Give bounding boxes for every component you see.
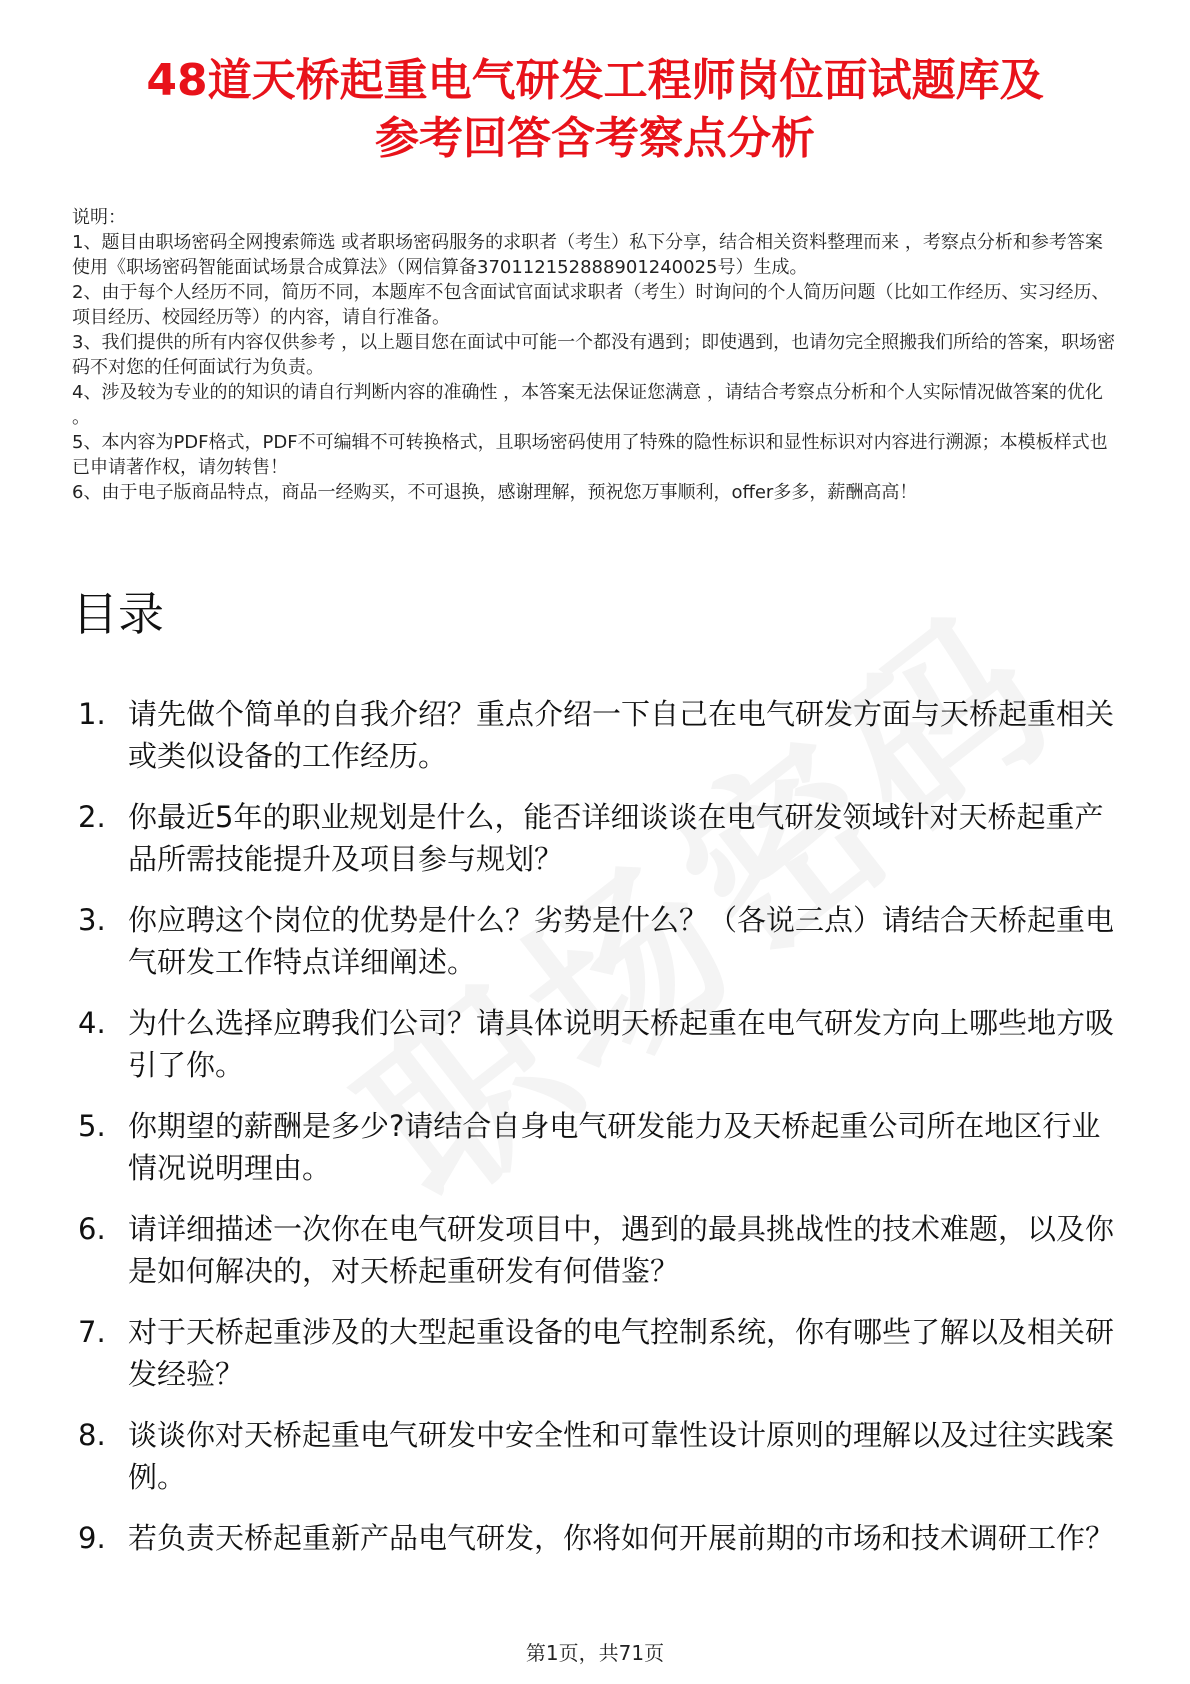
toc-item-text: 你最近5年的职业规划是什么，能否详细谈谈在电气研发领域针对天桥起重产品所需技能提升及项目参与规划？ <box>128 800 1104 876</box>
toc-item[interactable] <box>78 1105 1128 1189</box>
toc-item[interactable] <box>78 1517 1128 1601</box>
note-item: 2、由于每个人经历不同，简历不同，本题库不包含面试官面试求职者（考生）时询问的个人简历问题（比如工作经历、实习经历、项目经历、校园经历等）的内容，请自行准备。 <box>72 282 1110 328</box>
toc-item-text: 你应聘这个岗位的优势是什么？劣势是什么？（各说三点）请结合天桥起重电气研发工作特点详细阐述。 <box>128 903 1115 979</box>
toc-item-text: 请详细描述一次你在电气研发项目中，遇到的最具挑战性的技术难题，以及你是如何解决的，对天桥起重研发有何借鉴？ <box>128 1212 1115 1288</box>
disclaimer-notes <box>72 205 1117 505</box>
toc-item-text: 为什么选择应聘我们公司？请具体说明天桥起重在电气研发方向上哪些地方吸引了你。 <box>128 1006 1115 1082</box>
toc-item-number: 4. <box>78 1006 106 1040</box>
toc-item-text: 你期望的薪酬是多少?请结合自身电气研发能力及天桥起重公司所在地区行业情况说明理由。 <box>128 1109 1101 1185</box>
toc-item-number: 2. <box>78 800 106 834</box>
toc-item-text: 请先做个简单的自我介绍？重点介绍一下自己在电气研发方面与天桥起重相关或类似设备的工作经历。 <box>128 697 1115 773</box>
title-line-2: 参考回答含考察点分析 <box>375 113 815 164</box>
toc-heading: 目录 <box>72 587 164 641</box>
toc-item-number: 3. <box>78 903 106 937</box>
table-of-contents <box>78 693 1128 1620</box>
toc-item-number: 9. <box>78 1521 106 1555</box>
toc-item[interactable] <box>78 1414 1128 1498</box>
toc-item[interactable] <box>78 693 1128 777</box>
toc-item-number: 6. <box>78 1212 106 1246</box>
toc-item-text: 若负责天桥起重新产品电气研发，你将如何开展前期的市场和技术调研工作？ <box>128 1521 1115 1555</box>
notes-heading: 说明： <box>72 207 126 228</box>
toc-item-text: 谈谈你对天桥起重电气研发中安全性和可靠性设计原则的理解以及过往实践案例。 <box>128 1418 1115 1494</box>
toc-item-text: 对于天桥起重涉及的大型起重设备的电气控制系统，你有哪些了解以及相关研发经验？ <box>128 1315 1115 1391</box>
toc-item[interactable] <box>78 1311 1128 1395</box>
toc-item-number: 8. <box>78 1418 106 1452</box>
note-item: 1、题目由职场密码全网搜索筛选 或者职场密码服务的求职者（考生）私下分享，结合相关资料整理而来 ，考察点分析和参考答案使用《职场密码智能面试场景合成算法》（网信算备370112152888901240025号）生成。 <box>72 232 1103 278</box>
toc-item[interactable] <box>78 1208 1128 1292</box>
toc-item[interactable] <box>78 899 1128 983</box>
toc-item-number: 1. <box>78 697 106 731</box>
note-item: 5、本内容为PDF格式，PDF不可编辑不可转换格式，且职场密码使用了特殊的隐性标识和显性标识对内容进行溯源；本模板样式也已申请著作权，请勿转售！ <box>72 432 1108 478</box>
toc-item[interactable] <box>78 1002 1128 1086</box>
title-line-1: 48道天桥起重电气研发工程师岗位面试题库及 <box>146 55 1044 106</box>
note-item: 4、涉及较为专业的的知识的请自行判断内容的准确性 ，本答案无法保证您满意 ，请结合考察点分析和个人实际情况做答案的优化 。 <box>72 382 1103 428</box>
page-footer: 第1页，共71页 <box>525 1641 665 1665</box>
note-item: 6、由于电子版商品特点，商品一经购买，不可退换，感谢理解，预祝您万事顺利，offer多多，薪酬高高！ <box>72 482 918 503</box>
toc-item-number: 7. <box>78 1315 106 1349</box>
note-item: 3、我们提供的所有内容仅供参考 ，以上题目您在面试中可能一个都没有遇到；即使遇到，也请勿完全照搬我们所给的答案，职场密码不对您的任何面试行为负责。 <box>72 332 1116 378</box>
toc-item[interactable] <box>78 796 1128 880</box>
page-title <box>60 52 1130 168</box>
toc-item-number: 5. <box>78 1109 106 1143</box>
